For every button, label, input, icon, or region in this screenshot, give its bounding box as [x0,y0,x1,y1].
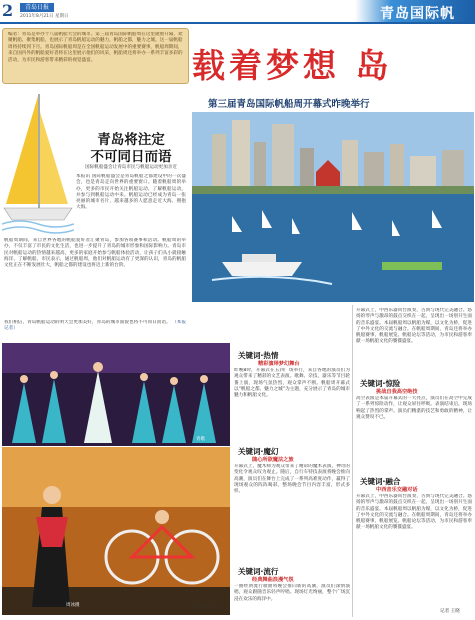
editor-note-text: 编者：青岛是举办十八届帆船大会的城市。第三届青岛国际帆船周在这里隆重开幕，欢聚帆船、聚集帆船，也展示了青岛帆船运动的魅力，帆船之都，魅力之城。这一届帆船周将持续到下月。青岛国际帆船周是在全国帆船运动发展中的重要赛事，帆船周期间，来自国内外的帆船爱好者将在这里展示他们的风采，帆船周还将举办一系列丰富多彩的活动，为市民和游客带来精彩的视觉盛宴。 [8,32,183,63]
article-body-ending: 我们相信，青岛帆船运动的明天会更加美好，青岛的城市面貌也将不可同日而语。 [4,320,171,325]
header-rule [0,22,475,24]
section-body: 高空表演是本届开幕式的一大亮点，演员们在高空中完成了一系列惊险动作，让观众屏住呼吸。表演结束后，现场响起了热烈的掌声。演员们精湛的技艺和勇敢的精神，让观众赞叹不已。 [356,396,472,420]
section-keyword: 关键词·流行 [238,567,279,576]
section-slogan: 随心所欲魔法之旅 [252,457,294,463]
author-credit: 记者 王晓 [440,609,460,614]
section-body: 一曲经典流行歌曲将晚会推向新的高潮，演员们深情演唱，观众跟随音乐轻声哼唱。现场灯光绚丽，整个广场沉浸在欢乐的海洋中。 [234,584,350,602]
main-subheadline: 第三届青岛国际帆船周开幕式昨晚举行 [208,99,370,110]
section-body-top: 开幕式上，中西乐器同台演奏，古典与现代完美融合。悠扬的琴声与激昂的鼓点交织在一起，呈现出一场别开生面的音乐盛宴。本届帆船周以帆船为媒，以文化为桥，促进了中外文化的交流与融合。在帆船周期间，青岛还将举办帆船赛事、帆船展览、帆船论坛等活动，为市民和游客奉献一场帆船文化的饕餮盛宴。 [356,308,472,345]
section-body: 开幕式上，魔术师为观众带来了精彩的魔术表演，神奇的变化令观众叹为观止。随后，自行车特技表演将晚会推向高潮，演员们在舞台上完成了一系列高难度动作，赢得了现场观众的阵阵喝彩。整场晚会节目内容丰富，形式多样。 [234,464,350,495]
section-slogan: 精彩演绎梦幻舞台 [258,361,300,367]
dancers-performance-photo [2,343,230,446]
article-headline-line1: 青岛将注定 [97,132,165,148]
article-headline-line2: 不可同日而语 [90,149,172,165]
page-number: 2 [2,1,14,20]
section-slogan: 经典舞曲浪漫气氛 [252,577,294,583]
bike-caption: 自行车王子 [196,605,219,610]
newspaper-logo: 青岛日报 [20,3,54,12]
section-body: 开幕式上，中西乐器同台演奏，古典与现代完美融合。悠扬的琴声与激昂的鼓点交织在一起，呈现出一场别开生面的音乐盛宴。本届帆船周以帆船为媒，以文化为桥，促进了中外文化的交流与融合。在帆船周期间，青岛还将举办帆船赛事、帆船展览、帆船论坛等活动，为市民和游客奉献一场帆船文化的饕餮盛宴。 [356,494,472,531]
harbor-skyline-photo [192,112,474,302]
article-subheadline: 国际帆船盛会让青岛市民与帆船运动更加亲近 [85,165,177,170]
article-body-col1: 本报讯 国际帆船盛会是青岛帆船之都建设中的一次盛会，也是青岛走向世界的重要窗口。随着帆船周的举办，更多的市民开始关注帆船运动、了解帆船运动，并参与到帆船运动中来。帆船运动已经成为青岛一张亮丽的城市名片，越来越多的人愿意走近大海、拥抱大海。 [76,174,186,211]
cyclist-caption: 周冰摄 [66,603,80,608]
performers-caption: 青歌 [196,437,205,442]
article-body-col2: 帆船周期间，来自世界各地的帆船爱好者汇聚青岛，参加各项赛事和活动。帆船周的举办，不仅丰富了市民的文化生活，也进一步提升了青岛的城市形象和国际影响力。青岛市民对帆船运动的热情越来越高，更多的家庭开始参与帆船体验活动，让孩子们从小就接触海洋、了解帆船。市民表示，通过帆船周，他们对帆船运动有了更深的认识，青岛的帆船文化正在不断发展壮大，帆船之都的建设也将迈上新的台阶。 [4,238,186,269]
section-keyword: 关键词·惊险 [360,379,401,388]
section-body: 昨晚8时，开幕式在五四广场举行，来自各地的演员们为观众带来了精彩的文艺表演。歌舞、杂技、器乐等节目轮番上演，现场气氛热烈，观众掌声不断。帆船周开幕式以“帆船之都，魅力之城”为主题，充分展示了青岛的城市魅力和帆船文化。 [234,368,350,399]
section-keyword: 关键词·热情 [238,351,279,360]
section-keyword: 关键词·融合 [360,477,401,486]
bike-stunt-photo [2,447,230,615]
issue-date: 2011年8月21日 星期日 [20,14,69,19]
sailboat-illustration [2,92,74,234]
main-headline: 载着梦想 岛 [192,46,393,85]
article-body-col3 [4,320,186,342]
section-title: 青岛国际帆 [380,6,455,22]
section-keyword: 关键词·魔幻 [238,447,279,456]
article-byline: （本报记者） [4,320,186,332]
section-slogan: 挑战自我高空绝技 [376,389,418,395]
column-divider [352,305,353,617]
section-slogan: 中西音乐交融对话 [376,487,418,493]
